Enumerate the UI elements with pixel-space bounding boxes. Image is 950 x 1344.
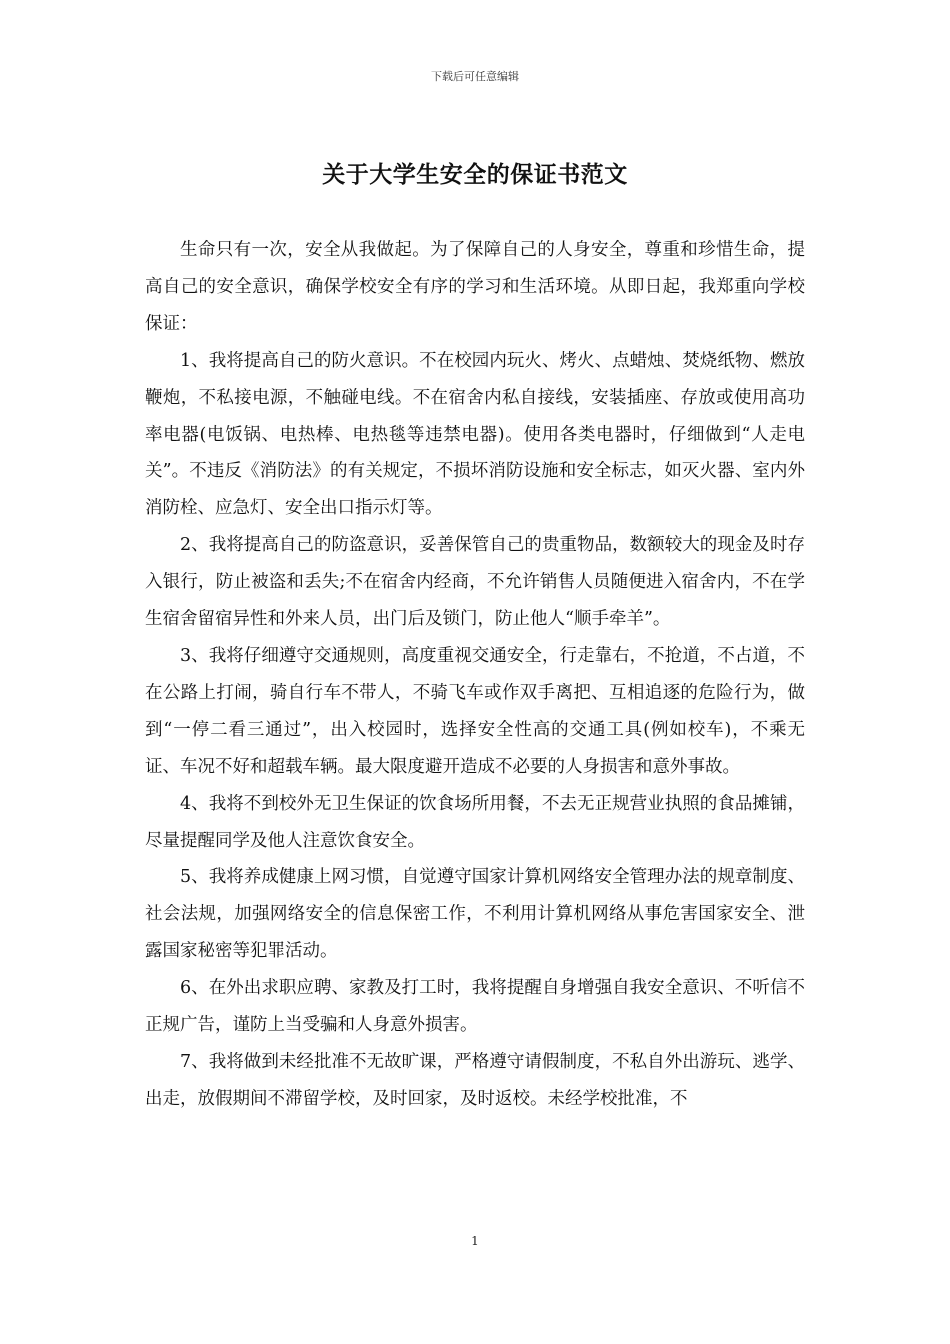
document-title: 关于大学生安全的保证书范文 (322, 161, 628, 188)
paragraph-item-5: 5、我将养成健康上网习惯，自觉遵守国家计算机网络安全管理办法的规章制度、社会法规，加强网络安全的信息保密工作，不利用计算机网络从事危害国家安全、泄露国家秘密等犯罪活动。 (145, 867, 805, 962)
paragraph-item-3: 3、我将仔细遵守交通规则，高度重视交通安全，行走靠右，不抢道，不占道，不在公路上打闹，骑自行车不带人，不骑飞车或作双手离把、互相追逐的危险行为，做到“一停二看三通过”，出入校园时，选择安全性高的交通工具(例如校车)，不乘无证、车况不好和超载车辆。最大限度避开造成不必要的人身损害和意外事故。 (145, 645, 805, 777)
page-number: 1 (471, 1234, 479, 1248)
paragraph-item-6: 6、在外出求职应聘、家教及打工时，我将提醒自身增强自我安全意识、不听信不正规广告，谨防上当受骗和人身意外损害。 (145, 978, 805, 1036)
paragraph-item-1: 1、我将提高自己的防火意识。不在校园内玩火、烤火、点蜡烛、焚烧纸物、燃放鞭炮，不私接电源，不触碰电线。不在宿舍内私自接线，安装插座、存放或使用高功率电器(电饭锅、电热棒、电热毯等违禁电器)。使用各类电器时，仔细做到“人走电关”。不违反《消防法》的有关规定，不损坏消防设施和安全标志，如灭火器、室内外消防栓、应急灯、安全出口指示灯等。 (145, 350, 805, 519)
paragraph-item-2: 2、我将提高自己的防盗意识，妥善保管自己的贵重物品，数额较大的现金及时存入银行，防止被盗和丢失;不在宿舍内经商，不允许销售人员随便进入宿舍内，不在学生宿舍留宿异性和外来人员，出门后及锁门，防止他人“顺手牵羊”。 (145, 535, 805, 630)
paragraph-intro: 生命只有一次，安全从我做起。为了保障自己的人身安全，尊重和珍惜生命，提高自己的安全意识，确保学校安全有序的学习和生活环境。从即日起，我郑重向学校保证： (145, 240, 805, 334)
paragraph-item-7: 7、我将做到未经批准不无故旷课，严格遵守请假制度，不私自外出游玩、逃学、出走，放假期间不滞留学校，及时回家，及时返校。未经学校批准，不 (145, 1051, 805, 1109)
header-note: 下载后可任意编辑 (431, 70, 519, 83)
document-body (145, 232, 805, 1118)
paragraph-item-4: 4、我将不到校外无卫生保证的饮食场所用餐，不去无正规营业执照的食品摊铺，尽量提醒同学及他人注意饮食安全。 (145, 793, 805, 851)
